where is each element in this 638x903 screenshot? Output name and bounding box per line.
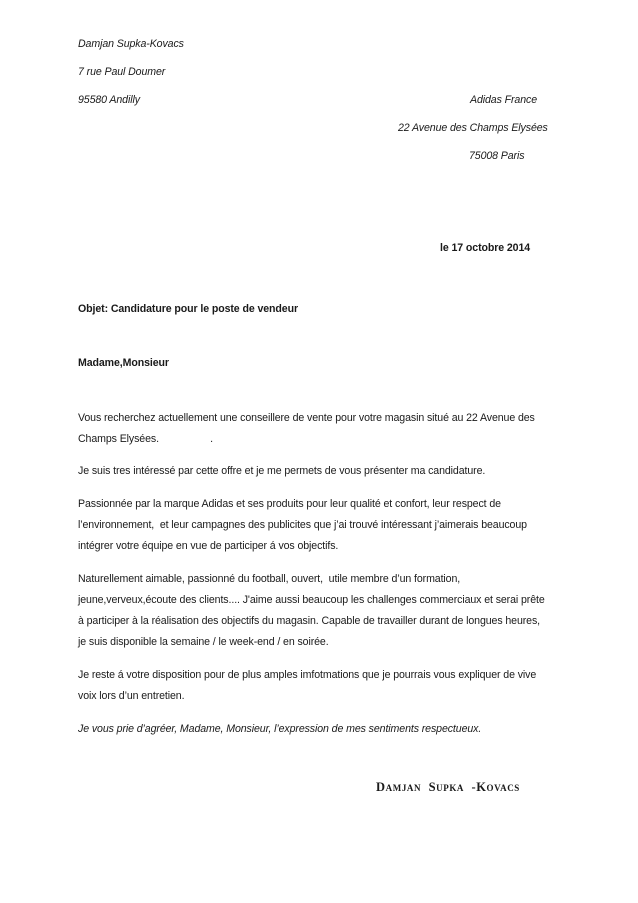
body-paragraph-3-line-1: Passionnée par la marque Adidas et ses produits pour leur qualité et confort, leur respect de xyxy=(78,498,501,510)
body-paragraph-5-line-2: voix lors d’un entretien. xyxy=(78,690,185,702)
body-paragraph-4-line-1: Naturellement aimable, passionné du football, ouvert, utile membre d’un formation, xyxy=(78,573,461,585)
body-paragraph-5-line-1: Je reste á votre disposition pour de plus amples imfotmations que je pourrais vous expliquer de vive xyxy=(78,669,537,681)
letter-subject: Objet: Candidature pour le poste de vendeur xyxy=(78,303,298,315)
body-paragraph-3-line-3: intégrer votre équipe en vue de participer á vos objectifs. xyxy=(78,540,339,552)
recipient-city: 75008 Paris xyxy=(469,150,525,162)
letter-date: le 17 octobre 2014 xyxy=(440,242,531,254)
sender-street: 7 rue Paul Doumer xyxy=(78,66,166,78)
body-paragraph-2-line-1: Je suis tres intéressé par cette offre et je me permets de vous présenter ma candidature. xyxy=(78,465,486,477)
body-paragraph-4-line-2: jeune,verveux,écoute des clients.... J'aime aussi beaucoup les challenges commerciaux et serai prête xyxy=(78,594,545,606)
recipient-street: 22 Avenue des Champs Elysées xyxy=(398,122,548,134)
sender-city: 95580 Andilly xyxy=(78,94,140,106)
sender-name: Damjan Supka-Kovacs xyxy=(78,38,184,50)
letter-closing: Je vous prie d’agréer, Madame, Monsieur, l’expression de mes sentiments respectueux. xyxy=(78,723,482,735)
body-paragraph-1-line-1: Vous recherchez actuellement une conseillere de vente pour votre magasin situé au 22 Avenue des xyxy=(78,412,535,424)
body-paragraph-1-line-2: Champs Elysées. . xyxy=(78,433,213,445)
body-paragraph-4-line-3: à participer à la réalisation des objectifs du magasin. Capable de travailler durant de longues heures, xyxy=(78,615,540,627)
recipient-company: Adidas France xyxy=(470,94,538,106)
letter-salutation: Madame,Monsieur xyxy=(78,357,169,369)
body-paragraph-3-line-2: l’environnement, et leur campagnes des publicites que j’ai trouvé intéressant j’aimerais beaucoup xyxy=(78,519,527,531)
body-paragraph-4-line-4: je suis disponible la semaine / le week-end / en soirée. xyxy=(78,636,329,648)
signature: Damjan Supka -Kovacs xyxy=(376,780,520,794)
